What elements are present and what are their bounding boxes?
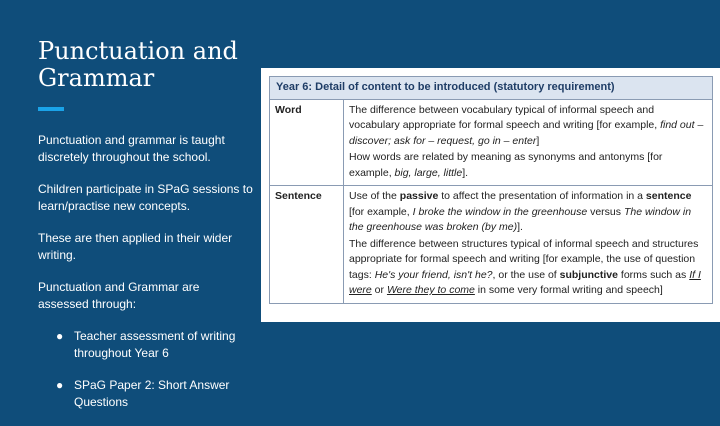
title-accent-bar	[38, 107, 64, 111]
curriculum-table-image	[261, 68, 720, 322]
list-item	[38, 328, 253, 362]
slide-title: Punctuation and Grammar	[38, 37, 238, 92]
table-header: Year 6: Detail of content to be introduced (statutory requirement)	[270, 77, 713, 100]
table-row-sentence	[270, 186, 713, 304]
paragraph-applied: These are then applied in their wider writing.	[38, 231, 233, 262]
bullet-icon: ●	[56, 378, 64, 392]
row-label-word: Word	[270, 99, 344, 186]
word-paragraph-formal: The difference between vocabulary typical of informal speech and vocabulary appropriate for formal speech and writing [for example, find out – discover; ask for – request, go in – enter]	[349, 103, 704, 147]
sentence-paragraph-structures: The difference between structures typical of informal speech and structures appropriate for formal speech and writing [for example, the use of question tags: He's your friend, isn't he?, or the use of subjunctive forms such as If I were or Were they to come in some very formal writing and speech]	[349, 237, 701, 296]
row-content-word	[344, 99, 713, 186]
paragraph-taught: Punctuation and grammar is taught discretely throughout the school.	[38, 133, 225, 164]
list-item-text: SPaG Paper 2: Short Answer Questions	[74, 378, 230, 409]
curriculum-table	[269, 76, 713, 304]
paragraph-spag-sessions: Children participate in SPaG sessions to learn/practise new concepts.	[38, 182, 253, 213]
list-item-text: Teacher assessment of writing throughout Year 6	[74, 329, 236, 360]
row-label-sentence: Sentence	[270, 186, 344, 304]
row-content-sentence	[344, 186, 713, 304]
paragraph-assessed: Punctuation and Grammar are assessed through:	[38, 280, 200, 311]
sentence-paragraph-passive: Use of the passive to affect the presentation of information in a sentence [for example, I broke the window in the greenhouse versus The window in the greenhouse was broken (by me)].	[349, 190, 692, 233]
slide-body	[38, 132, 253, 426]
table-row-word	[270, 99, 713, 186]
bullet-icon: ●	[56, 329, 64, 343]
word-paragraph-synonyms: How words are related by meaning as synonyms and antonyms [for example, big, large, little].	[349, 151, 663, 179]
assessment-list	[38, 328, 253, 411]
list-item	[38, 377, 253, 411]
